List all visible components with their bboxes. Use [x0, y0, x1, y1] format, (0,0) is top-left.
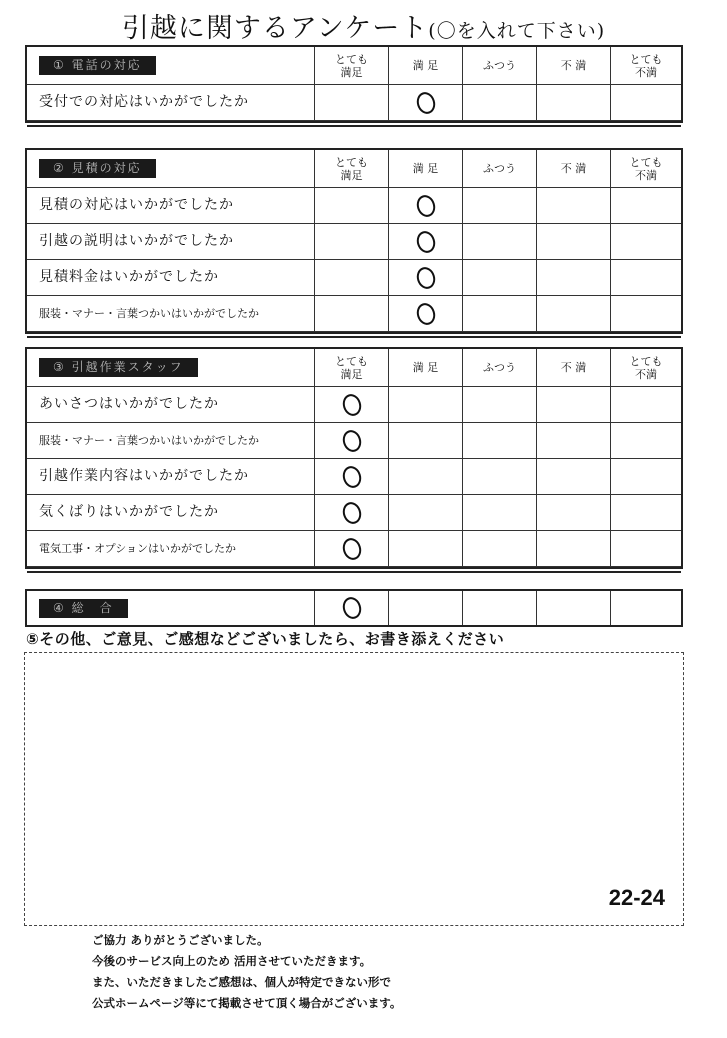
- question-text: 服装・マナー・言葉つかいはいかがでしたか: [39, 434, 259, 447]
- rating-header-satisfied: 満 足: [388, 150, 462, 187]
- rating-header-neutral: ふつう: [462, 349, 536, 386]
- rating-cell-neutral[interactable]: [462, 296, 536, 331]
- section-header-row: [27, 47, 681, 85]
- rating-cell-neutral[interactable]: [462, 495, 536, 530]
- rating-cell-satisfied[interactable]: [388, 260, 462, 295]
- rating-cell-very-satisfied[interactable]: [314, 188, 388, 223]
- question-row: [27, 459, 681, 495]
- rating-header-very-satisfied: とても 満足: [314, 47, 388, 84]
- question-row: [27, 224, 681, 260]
- rating-cell-satisfied[interactable]: [388, 531, 462, 566]
- question-text: 引越の説明はいかがでしたか: [39, 233, 234, 249]
- rating-header-very-dissatisfied: とても 不満: [610, 150, 681, 187]
- rating-header-very-satisfied: とても 満足: [314, 150, 388, 187]
- question-text: 引越作業内容はいかがでしたか: [39, 468, 249, 484]
- rating-cell-very-dissatisfied[interactable]: [610, 296, 681, 331]
- rating-cell-very-dissatisfied[interactable]: [610, 224, 681, 259]
- circle-mark-icon: [414, 228, 438, 254]
- title-main: 引越に関するアンケート: [121, 13, 429, 44]
- question-text: 見積の対応はいかがでしたか: [39, 197, 234, 213]
- rating-cell-neutral[interactable]: [462, 459, 536, 494]
- rating-header-dissatisfied: 不 満: [536, 47, 610, 84]
- footer-line: 今後のサービス向上のため 活用させていただきます。: [92, 954, 372, 968]
- rating-cell-satisfied[interactable]: [388, 296, 462, 331]
- footer-notice: [92, 930, 401, 1014]
- footer-line: 公式ホームページ等にて掲載させて頂く場合がございます。: [92, 996, 402, 1010]
- circle-mark-icon: [414, 264, 438, 290]
- overall-label-cell: [27, 591, 314, 625]
- rating-cell-very-dissatisfied[interactable]: [610, 423, 681, 458]
- rating-cell-very-dissatisfied[interactable]: [610, 495, 681, 530]
- question-text: あいさつはいかがでしたか: [39, 396, 219, 412]
- rating-cell-satisfied[interactable]: [388, 224, 462, 259]
- rating-cell-dissatisfied[interactable]: [536, 260, 610, 295]
- question-row: [27, 495, 681, 531]
- rating-cell-dissatisfied[interactable]: [536, 188, 610, 223]
- overall-row: [27, 591, 681, 625]
- question-row: [27, 188, 681, 224]
- footer-line: また、いただきましたご感想は、個人が特定できない形で: [92, 975, 391, 989]
- section-phone-response: [25, 45, 683, 123]
- rating-cell-very-dissatisfied[interactable]: [610, 188, 681, 223]
- question-row: [27, 387, 681, 423]
- rating-header-very-satisfied: とても 満足: [314, 349, 388, 386]
- overall-rating-dissatisfied[interactable]: [536, 591, 610, 625]
- rating-cell-satisfied[interactable]: [388, 85, 462, 120]
- circle-mark-icon: [414, 300, 438, 326]
- rating-cell-satisfied[interactable]: [388, 387, 462, 422]
- question-row: [27, 85, 681, 121]
- question-row: [27, 296, 681, 332]
- overall-rating-very-satisfied[interactable]: [314, 591, 388, 625]
- rating-cell-neutral[interactable]: [462, 188, 536, 223]
- section-double-rule: [27, 125, 681, 127]
- rating-cell-neutral[interactable]: [462, 260, 536, 295]
- section-label: ② 見積の対応: [39, 159, 156, 178]
- circle-mark-icon: [340, 595, 364, 621]
- rating-cell-neutral[interactable]: [462, 224, 536, 259]
- rating-cell-very-satisfied[interactable]: [314, 224, 388, 259]
- question-text: 見積料金はいかがでしたか: [39, 269, 219, 285]
- rating-header-satisfied: 満 足: [388, 349, 462, 386]
- section-header-row: [27, 150, 681, 188]
- circle-mark-icon: [414, 89, 438, 115]
- circle-mark-icon: [340, 427, 364, 453]
- question-row: [27, 531, 681, 567]
- rating-cell-very-satisfied[interactable]: [314, 260, 388, 295]
- section-label-cell: [27, 349, 314, 386]
- rating-cell-dissatisfied[interactable]: [536, 459, 610, 494]
- survey-title: [0, 6, 727, 45]
- question-text: 服装・マナー・言葉つかいはいかがでしたか: [39, 307, 259, 320]
- rating-cell-satisfied[interactable]: [388, 423, 462, 458]
- circle-mark-icon: [340, 463, 364, 489]
- rating-cell-very-satisfied[interactable]: [314, 387, 388, 422]
- rating-cell-very-dissatisfied[interactable]: [610, 531, 681, 566]
- circle-mark-icon: [340, 391, 364, 417]
- footer-line: ご協力 ありがとうございました。: [92, 933, 269, 947]
- section-header-row: [27, 349, 681, 387]
- rating-cell-dissatisfied[interactable]: [536, 387, 610, 422]
- rating-header-neutral: ふつう: [462, 150, 536, 187]
- rating-header-dissatisfied: 不 満: [536, 349, 610, 386]
- overall-rating-satisfied[interactable]: [388, 591, 462, 625]
- overall-rating-neutral[interactable]: [462, 591, 536, 625]
- rating-cell-satisfied[interactable]: [388, 188, 462, 223]
- section-label: ① 電話の対応: [39, 56, 156, 75]
- question-row: [27, 423, 681, 459]
- rating-cell-very-satisfied[interactable]: [314, 459, 388, 494]
- rating-header-very-dissatisfied: とても 不満: [610, 47, 681, 84]
- circle-mark-icon: [414, 192, 438, 218]
- rating-cell-dissatisfied[interactable]: [536, 296, 610, 331]
- rating-cell-dissatisfied[interactable]: [536, 423, 610, 458]
- rating-cell-dissatisfied[interactable]: [536, 85, 610, 120]
- section-overall: [25, 589, 683, 627]
- rating-cell-very-satisfied[interactable]: [314, 85, 388, 120]
- rating-header-very-dissatisfied: とても 不満: [610, 349, 681, 386]
- circle-mark-icon: [340, 535, 364, 561]
- overall-rating-very-dissatisfied[interactable]: [610, 591, 681, 625]
- rating-cell-very-satisfied[interactable]: [314, 495, 388, 530]
- rating-cell-neutral[interactable]: [462, 531, 536, 566]
- rating-cell-dissatisfied[interactable]: [536, 224, 610, 259]
- comments-box[interactable]: [24, 652, 684, 926]
- reference-number: 22-24: [608, 885, 665, 910]
- rating-header-neutral: ふつう: [462, 47, 536, 84]
- rating-cell-dissatisfied[interactable]: [536, 531, 610, 566]
- question-text: 気くばりはいかがでしたか: [39, 504, 219, 520]
- section-label-cell: [27, 47, 314, 84]
- section-double-rule: [27, 336, 681, 338]
- section-label-cell: [27, 150, 314, 187]
- rating-header-dissatisfied: 不 満: [536, 150, 610, 187]
- rating-cell-neutral[interactable]: [462, 85, 536, 120]
- circle-mark-icon: [340, 499, 364, 525]
- rating-cell-dissatisfied[interactable]: [536, 495, 610, 530]
- section-label: ③ 引越作業スタッフ: [39, 358, 198, 377]
- comments-title: ⑤その他、ご意見、ご感想などございましたら、お書き添えください: [26, 630, 505, 648]
- rating-cell-very-dissatisfied[interactable]: [610, 387, 681, 422]
- question-text: 受付での対応はいかがでしたか: [39, 94, 249, 110]
- section-double-rule: [27, 571, 681, 573]
- rating-cell-very-dissatisfied[interactable]: [610, 85, 681, 120]
- rating-cell-very-dissatisfied[interactable]: [610, 459, 681, 494]
- overall-label: ④ 総 合: [39, 599, 128, 618]
- rating-cell-very-satisfied[interactable]: [314, 423, 388, 458]
- section-moving-staff: [25, 347, 683, 569]
- rating-cell-very-satisfied[interactable]: [314, 296, 388, 331]
- question-text: 電気工事・オプションはいかがでしたか: [39, 542, 237, 555]
- section-estimate-response: [25, 148, 683, 334]
- question-row: [27, 260, 681, 296]
- rating-cell-very-satisfied[interactable]: [314, 531, 388, 566]
- rating-cell-satisfied[interactable]: [388, 459, 462, 494]
- rating-cell-neutral[interactable]: [462, 423, 536, 458]
- rating-cell-very-dissatisfied[interactable]: [610, 260, 681, 295]
- rating-cell-neutral[interactable]: [462, 387, 536, 422]
- rating-cell-satisfied[interactable]: [388, 495, 462, 530]
- title-note: (〇を入れて下さい): [428, 20, 606, 42]
- rating-header-satisfied: 満 足: [388, 47, 462, 84]
